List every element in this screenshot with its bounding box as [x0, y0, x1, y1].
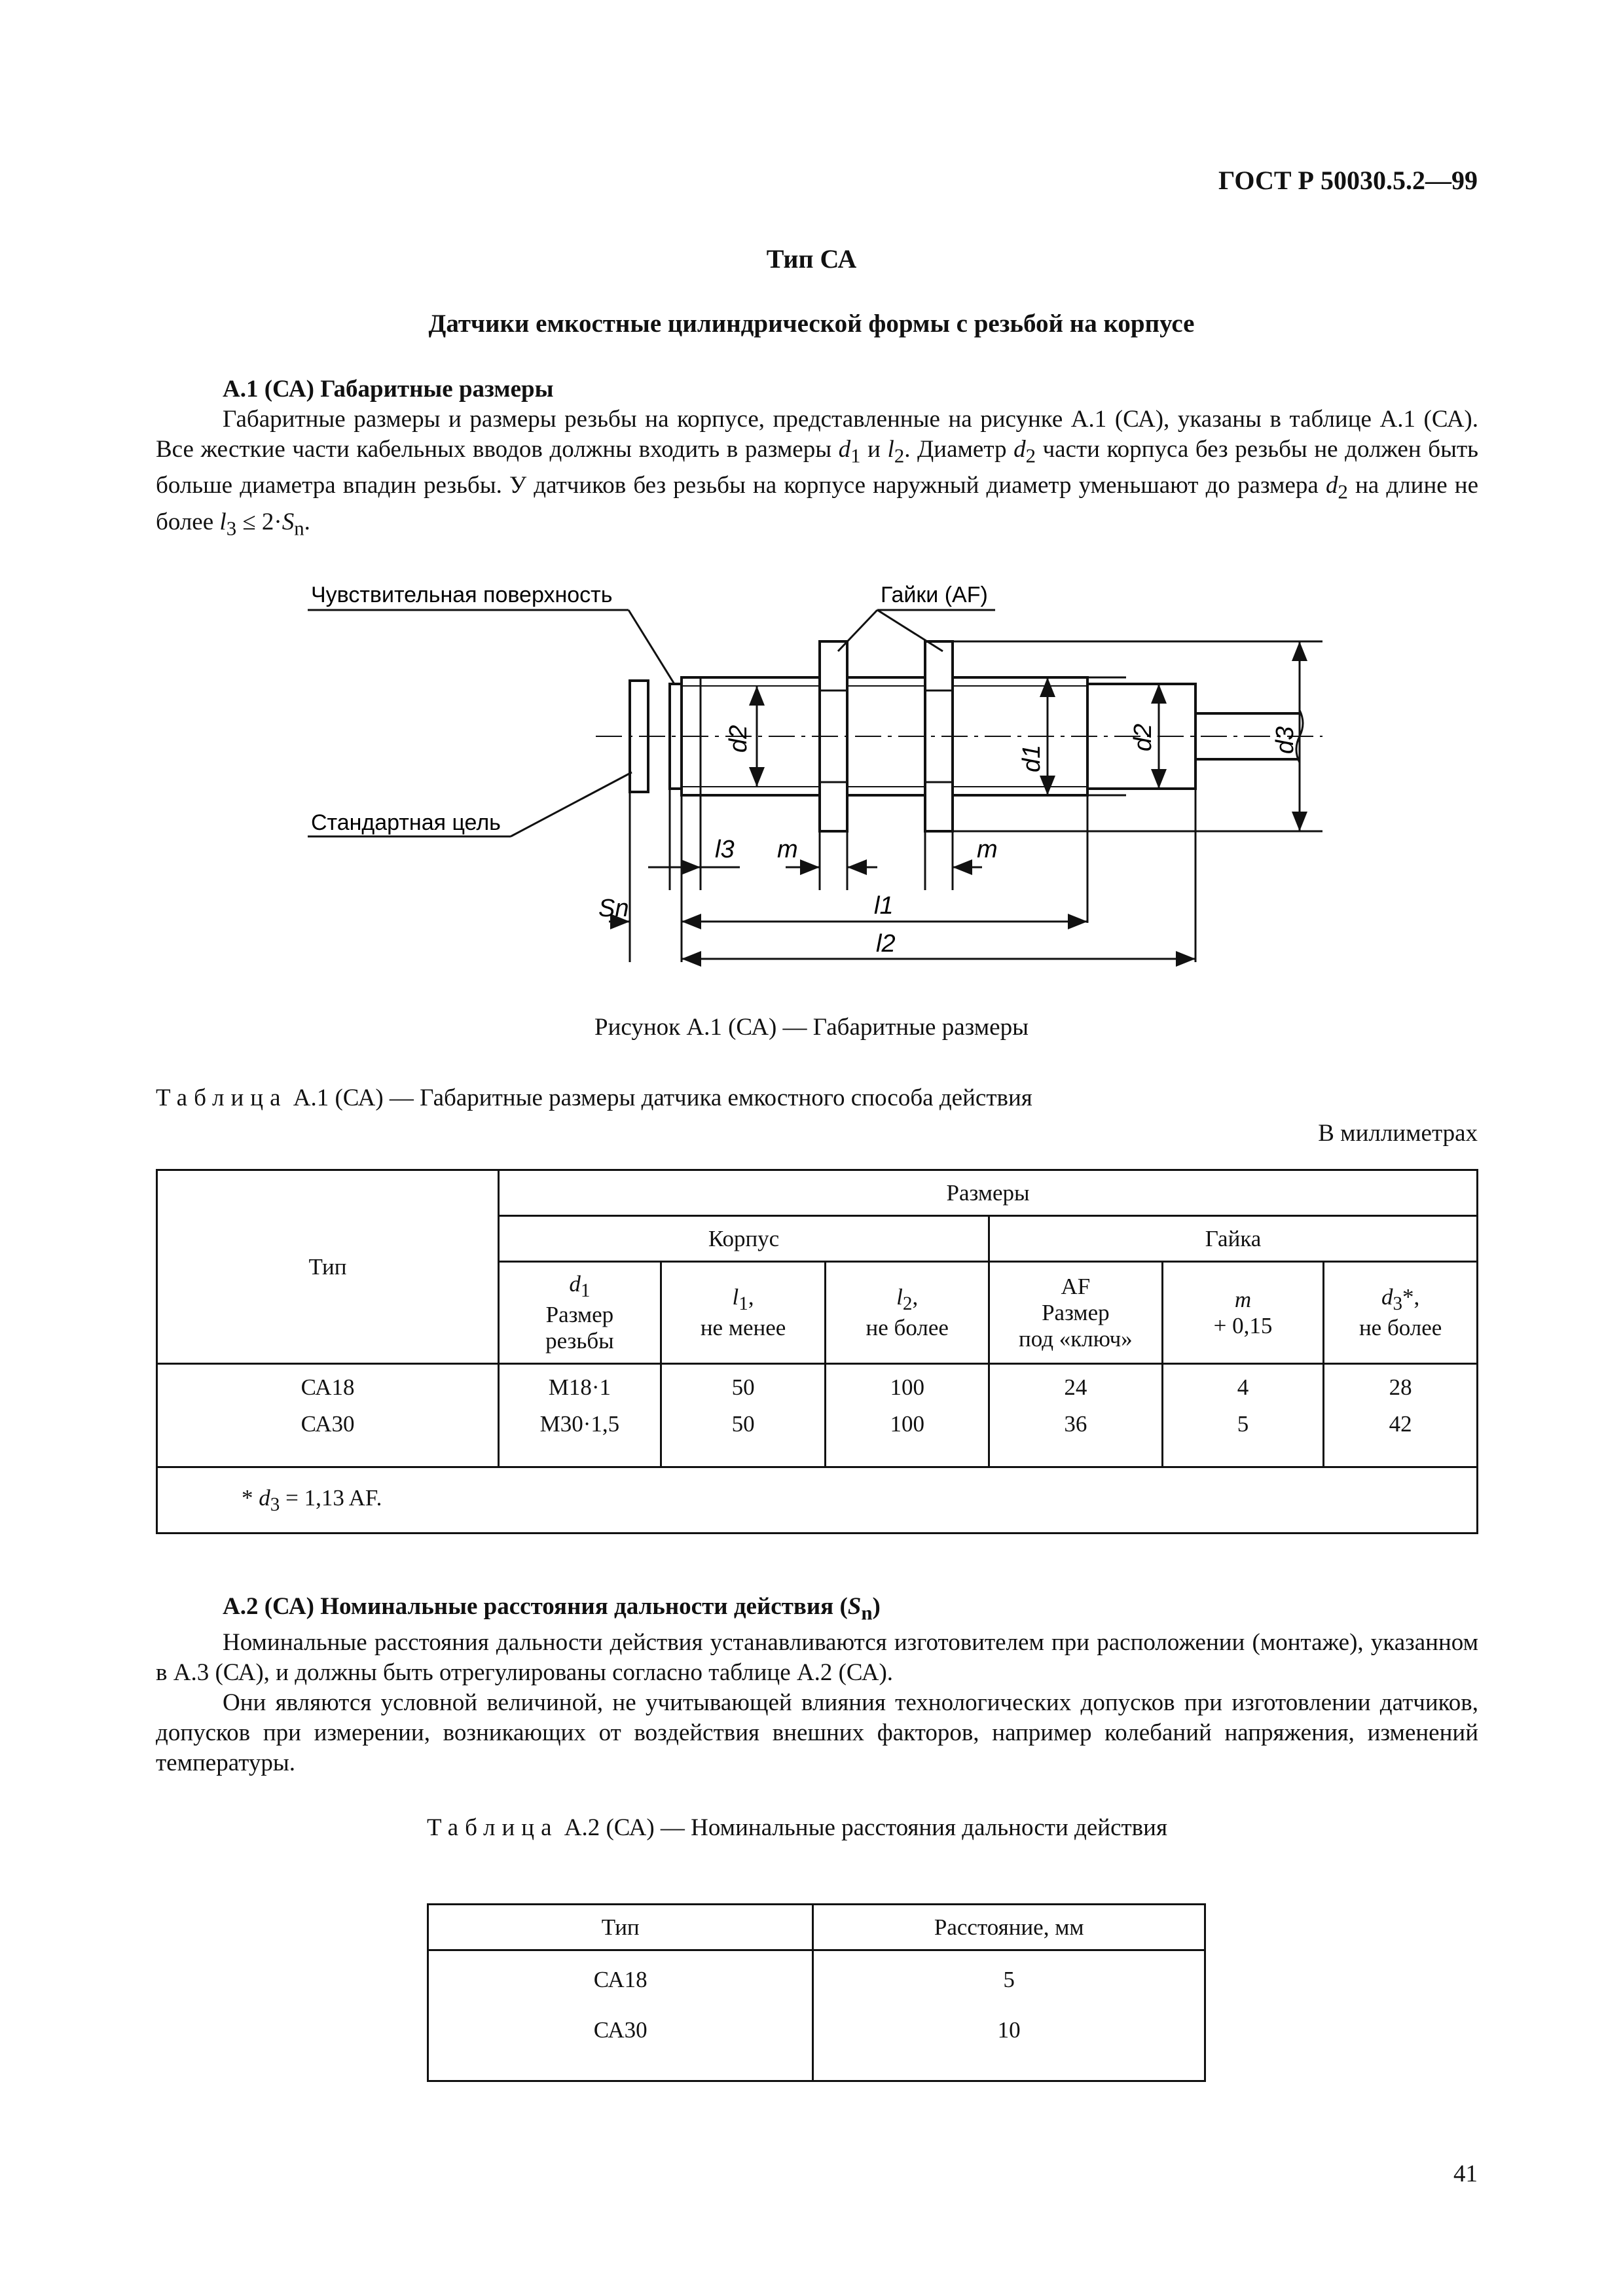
dim-d1: d1 [1018, 744, 1046, 772]
a2-paragraph-2: Они являются условной величиной, не учитывающей влияния технологических допусков при изготовлении датчиков, допусков при измерении, возникающих от воздействия внешних факторов, например колебаний напряжения, изменений температуры. [156, 1689, 1478, 1777]
a2-paragraph-1: Номинальные расстояния дальности действия устанавливаются изготовителем при расположении (монтаже), указанном в А.3 (СА), и должны быть отрегулированы согласно таблице А.2 (СА). [156, 1629, 1478, 1687]
header-nut: Гайка [989, 1216, 1478, 1262]
figure-a1 [288, 576, 1362, 995]
table-row: СА30 10 [428, 2009, 1205, 2081]
header-l1: $l_1$, не менее [661, 1262, 826, 1364]
a1-paragraph: Габаритные размеры и размеры резьбы на корпусе, представленные на рисунке А.1 (СА), указаны в таблице А.1 (СА). Все жесткие части кабельных вводов должны входить в размеры $d_1$ и $l_2$. Диаметр $d_2$ части корпуса без резьбы не должен быть больше диаметра впадин резьбы. У датчиков без резьбы на корпусе наружный диаметр уменьшают до размера $d_2$ на длине не более $l_3 \le 2\cdot S_n$. [156, 406, 1479, 540]
section-a2 [156, 1592, 1478, 1778]
sensor-dimension-drawing [288, 576, 1362, 995]
header-type: Тип [428, 1905, 813, 1950]
page-number: 41 [1453, 2161, 1478, 2187]
document-code: ГОСТ Р 50030.5.2—99 [1218, 166, 1478, 195]
table1-title: Таблица А.1 (СА) — Габаритные размеры датчика емкостного способа действия [156, 1085, 1032, 1111]
header-d3: $d_3*$, не более [1324, 1262, 1478, 1364]
header-m: m + 0,15 [1162, 1262, 1324, 1364]
dim-d2-right: d2 [1129, 723, 1157, 751]
dim-l3: l3 [715, 836, 735, 863]
dim-sn: Sn [598, 895, 629, 922]
dim-l2: l2 [876, 930, 896, 958]
dimensions-table [156, 1169, 1478, 1534]
table1-footnote: * $d_3 = 1,13$ AF. [157, 1467, 1478, 1534]
header-type: Тип [157, 1170, 499, 1364]
header-d1: $d_1$ Размер резьбы [499, 1262, 661, 1364]
section-title: Датчики емкостные цилиндрической формы с резьбой на корпусе [428, 310, 1195, 338]
a2-heading: А.2 (СА) Номинальные расстояния дальности действия $(S_n)$ [223, 1593, 881, 1624]
table1-units: В миллиметрах [1318, 1120, 1478, 1147]
a1-heading: А.1 (СА) Габаритные размеры [223, 376, 554, 403]
table-row: СА18 5 [428, 1950, 1205, 2009]
label-standard-target: Стандартная цель [311, 810, 501, 835]
dim-d2-left: d2 [725, 725, 752, 753]
table-row: СА18 М18·1 50 100 24 4 28 [157, 1364, 1478, 1411]
dim-m-left: m [777, 836, 798, 863]
header-dimensions: Размеры [499, 1170, 1478, 1216]
distances-table [427, 1903, 1206, 2082]
table-row: СА30 М30·1,5 50 100 36 5 42 [157, 1411, 1478, 1467]
label-nuts: Гайки (AF) [881, 583, 988, 607]
header-distance: Расстояние, мм [813, 1905, 1205, 1950]
dim-l1: l1 [874, 892, 894, 920]
dim-d3: d3 [1271, 726, 1299, 754]
type-title: Тип СА [766, 244, 857, 274]
label-sensing-surface: Чувствительная поверхность [311, 583, 613, 607]
header-body: Корпус [499, 1216, 989, 1262]
header-l2: $l_2$, не более [826, 1262, 989, 1364]
header-af: AF Размер под «ключ» [989, 1262, 1163, 1364]
table2-title: Таблица А.2 (СА) — Номинальные расстояния дальности действия [427, 1814, 1167, 1841]
figure-caption: Рисунок А.1 (СА) — Габаритные размеры [594, 1014, 1029, 1041]
section-a1 [156, 374, 1478, 543]
dim-m-right: m [977, 836, 998, 863]
